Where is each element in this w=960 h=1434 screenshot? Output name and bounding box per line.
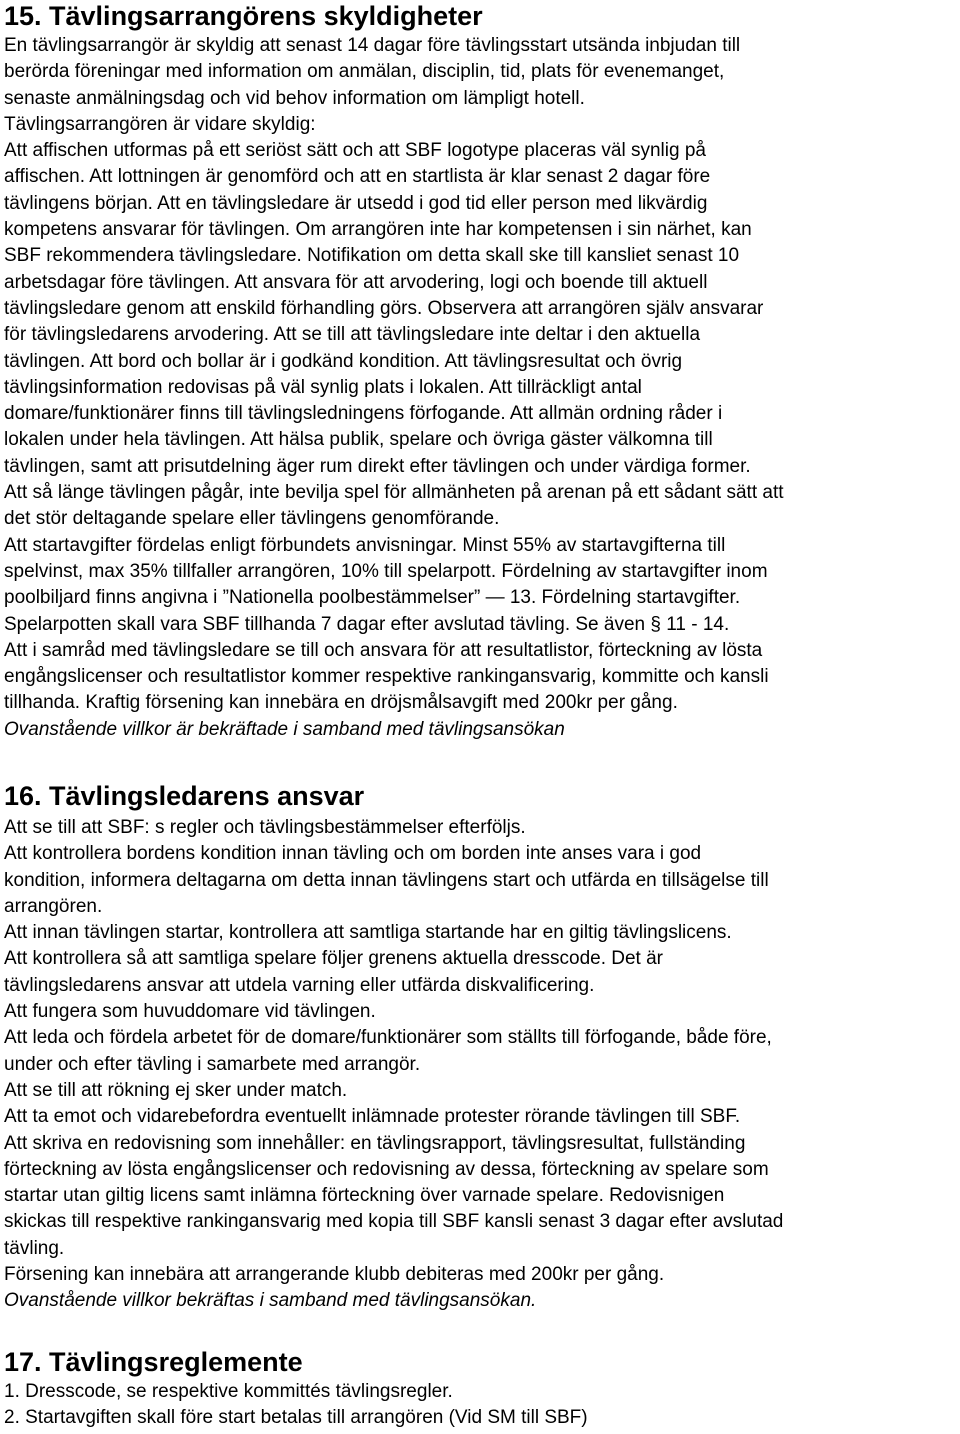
section-italic-note: Ovanstående villkor är bekräftade i samband med tävlingsansökan <box>4 718 565 740</box>
section-16 <box>4 781 958 1315</box>
section-heading: 15. Tävlingsarrangörens skyldigheter <box>4 1 483 31</box>
section-body: En tävlingsarrangör är skyldig att senast 14 dagar före tävlingsstart utsända inbjudan till berörda föreningar med information om anmälan, disciplin, tid, plats för evenemanget, senaste anmälningsdag och vid behov information om lämpligt hotell. Tävlingsarrangören är vidare skyldig: Att affischen utformas på ett seriöst sätt och att SBF logotype placeras väl synlig på affischen. Att lottningen är genomförd och att en startlista är klar senast 2 dagar före tävlingens början. Att en tävlingsledare är utsedd i god tid eller person med likvärdig kompetens ansvarar för tävlingen. Om arrangören inte har kompetensen i sin närhet, kan SBF rekommendera tävlingsledare. Notifikation om detta skall ske till kansliet senast 10 arbetsdagar före tävlingen. Att ansvara för att arvodering, logi och boende till aktuell tävlingsledare genom att enskild förhandling görs. Observera att arrangören själv ansvarar för tävlingsledarens arvodering. Att se till att tävlingsledare inte deltar i den aktuella tävlingen. Att bord och bollar är i godkänd kondition. Att tävlingsresultat och övrig tävlingsinformation redovisas på väl synlig plats i lokalen. Att tillräckligt antal domare/funktionärer finns till tävlingsledningens förfogande. Att allmän ordning råder i lokalen under hela tävlingen. Att hälsa publik, spelare och övriga gäster välkomna till tävlingen, samt att prisutdelning äger rum direkt efter tävlingen och under värdiga former. Att så länge tävlingen pågår, inte bevilja spel för allmänheten på arenan på ett sådant sätt att det stör deltagande spelare eller tävlingens genomförande. Att startavgifter fördelas enligt förbundets anvisningar. Minst 55% av startavgifterna till spelvinst, max 35% tillfaller arrangören, 10% till spelarpott. Fördelning av startavgifter inom poolbiljard finns angivna i ”Nationella poolbestämmelser” — 13. Fördelning startavgifter. Spelarpotten skall vara SBF tillhanda 7 dagar efter avslutad tävling. Se även § 11 - 14. Att i samråd med tävlingsledare se till och ansvara för att resultatlistor, förteckning av lösta engångslicenser och resultatlistor kommer respektive rankingansvarig, kommitte och kansli tillhanda. Kraftig försening kan innebära en dröjsmålsavgift med 200kr per gång. <box>4 35 784 714</box>
section-15 <box>4 1 958 743</box>
list-item: 1. Dresscode, se respektive kommittés tävlingsregler. <box>4 1381 453 1402</box>
list-item: 2. Startavgiften skall före start betalas till arrangören (Vid SM till SBF) <box>4 1407 588 1429</box>
section-heading: 16. Tävlingsledarens ansvar <box>4 781 365 811</box>
section-17 <box>4 1347 958 1432</box>
section-heading: 17. Tävlingsreglemente <box>4 1347 303 1377</box>
section-italic-note: Ovanstående villkor bekräftas i samband med tävlingsansökan. <box>4 1290 537 1312</box>
section-body: Att se till att SBF: s regler och tävlingsbestämmelser efterföljs. Att kontrollera bordens kondition innan tävling och om borden inte anses vara i god kondition, informera deltagarna om detta innan tävlingens start och utfärda en tillsägelse till arrangören. Att innan tävlingen startar, kontrollera att samtliga startande har en giltig tävlingslicens. Att kontrollera så att samtliga spelare följer grenens aktuella dresscode. Det är tävlingsledarens ansvar att utdela varning eller utfärda diskvalificering. Att fungera som huvuddomare vid tävlingen. Att leda och fördela arbetet för de domare/funktionärer som ställts till förfogande, både före, under och efter tävling i samarbete med arrangör. Att se till att rökning ej sker under match. Att ta emot och vidarebefordra eventuellt inlämnade protester rörande tävlingen till SBF. Att skriva en redovisning som innehåller: en tävlingsrapport, tävlingsresultat, fullständing förteckning av lösta engångslicenser och redovisning av dessa, förteckning av spelare som startar utan giltig licens samt inlämna förteckning över varnade spelare. Redovisnigen skickas till respektive rankingansvarig med kopia till SBF kansli senast 3 dagar efter avslutad tävling. Försening kan innebära att arrangerande klubb debiteras med 200kr per gång. <box>4 817 784 1286</box>
